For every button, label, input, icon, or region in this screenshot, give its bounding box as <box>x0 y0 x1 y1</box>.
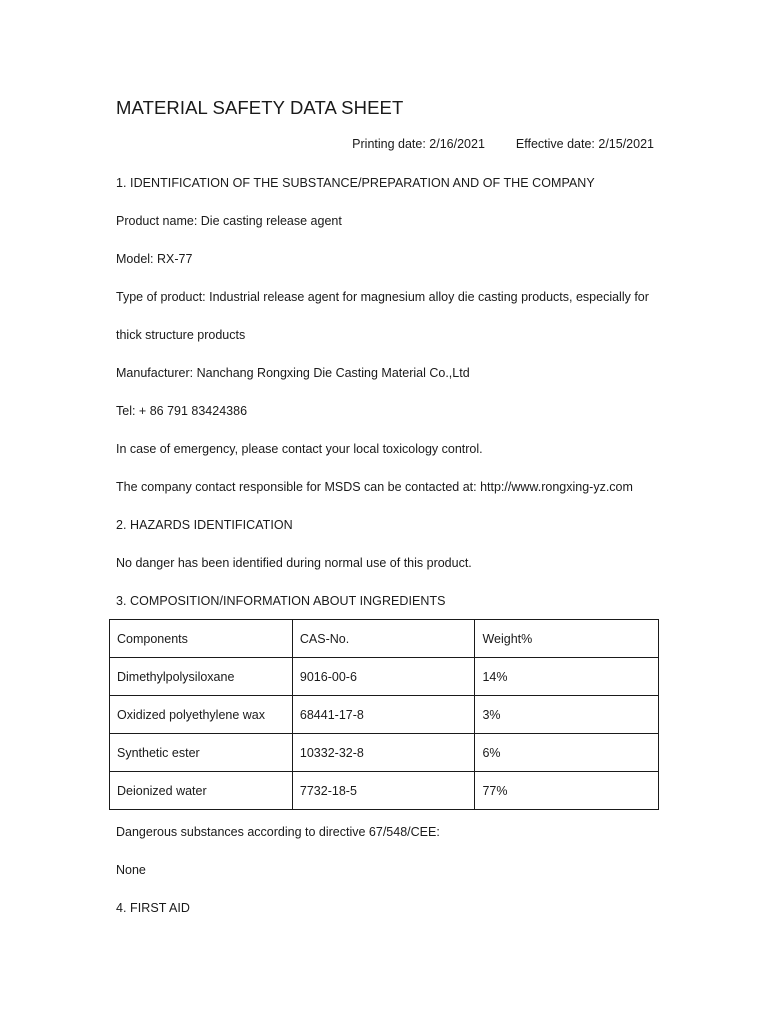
table-cell: 7732-18-5 <box>292 772 475 810</box>
table-row <box>110 772 659 810</box>
table-header-cell: CAS-No. <box>292 620 475 658</box>
table-header-row <box>110 620 659 658</box>
table-cell: 9016-00-6 <box>292 658 475 696</box>
table-header-cell: Components <box>110 620 293 658</box>
table-cell: 77% <box>475 772 659 810</box>
section-1-heading: 1. IDENTIFICATION OF THE SUBSTANCE/PREPARATION AND OF THE COMPANY <box>116 176 595 190</box>
msds-contact: The company contact responsible for MSDS can be contacted at: http://www.rongxing-yz.com <box>116 480 633 494</box>
table-row <box>110 734 659 772</box>
table-cell: Synthetic ester <box>110 734 293 772</box>
emergency-note: In case of emergency, please contact your local toxicology control. <box>116 442 483 456</box>
table-cell: Dimethylpolysiloxane <box>110 658 293 696</box>
section-4-heading: 4. FIRST AID <box>116 901 191 915</box>
product-name: Product name: Die casting release agent <box>116 214 342 228</box>
table-cell: 3% <box>475 696 659 734</box>
dangerous-substances-label: Dangerous substances according to directive 67/548/CEE: <box>116 825 440 839</box>
product-type-line-1: Type of product: Industrial release agent for magnesium alloy die casting products, especially for <box>116 290 649 304</box>
dangerous-substances-value: None <box>116 863 146 877</box>
product-type-line-2: thick structure products <box>116 328 246 342</box>
document-dates <box>352 137 654 151</box>
product-model: Model: RX-77 <box>116 252 193 266</box>
table-cell: 14% <box>475 658 659 696</box>
section-2-heading: 2. HAZARDS IDENTIFICATION <box>116 518 293 532</box>
printing-date: Printing date: 2/16/2021 <box>352 137 485 151</box>
table-cell: 6% <box>475 734 659 772</box>
hazards-text: No danger has been identified during normal use of this product. <box>116 556 472 570</box>
table-cell: Oxidized polyethylene wax <box>110 696 293 734</box>
table-cell: 10332-32-8 <box>292 734 475 772</box>
table-cell: Deionized water <box>110 772 293 810</box>
table-row <box>110 658 659 696</box>
telephone: Tel: + 86 791 83424386 <box>116 404 248 418</box>
composition-table <box>109 619 659 810</box>
document-title: MATERIAL SAFETY DATA SHEET <box>116 97 404 118</box>
table-header-cell: Weight% <box>475 620 659 658</box>
effective-date: Effective date: 2/15/2021 <box>515 137 654 151</box>
table-row <box>110 696 659 734</box>
manufacturer: Manufacturer: Nanchang Rongxing Die Casting Material Co.,Ltd <box>116 366 470 380</box>
section-3-heading: 3. COMPOSITION/INFORMATION ABOUT INGREDIENTS <box>116 594 446 608</box>
table-cell: 68441-17-8 <box>292 696 475 734</box>
